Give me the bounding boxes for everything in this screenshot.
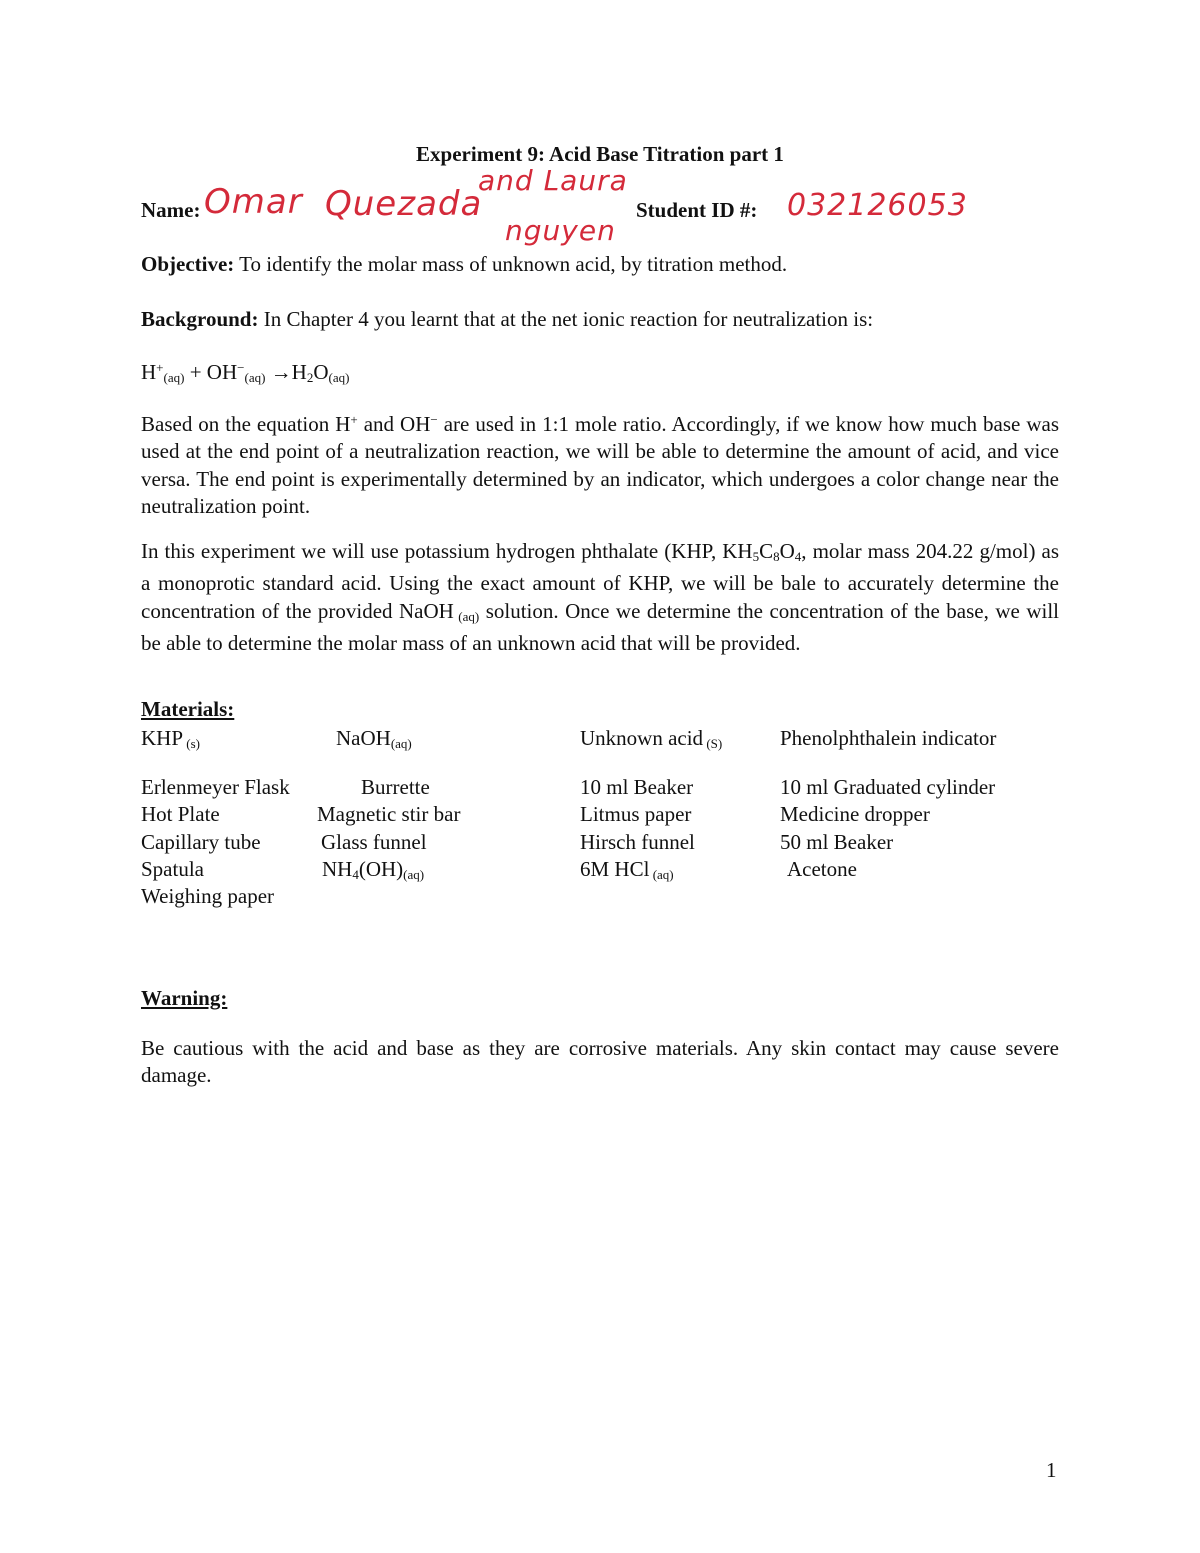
objective-label: Objective:	[141, 252, 235, 276]
material-10ml-beaker: 10 ml Beaker	[580, 775, 694, 799]
handwritten-partner-line1: and Laura	[478, 164, 628, 197]
material-ammonium-hydroxide	[322, 857, 424, 883]
material-nh-sub: 4	[352, 867, 359, 882]
material-medicine-dropper: Medicine dropper	[780, 802, 930, 826]
material-khp-label: KHP	[141, 726, 184, 750]
material-capillary-tube: Capillary tube	[141, 830, 261, 854]
material-hcl-label: 6M HCl	[580, 857, 650, 881]
para2-sub-4: 4	[794, 549, 802, 564]
background-paragraph-2	[141, 538, 1059, 657]
material-naoh	[336, 726, 412, 752]
para2-sub-aq: (aq)	[453, 608, 480, 624]
material-spatula: Spatula	[141, 857, 204, 881]
eq-minus-sup: −	[237, 360, 245, 375]
material-naoh-state: (aq)	[390, 736, 412, 751]
warning-text: Be cautious with the acid and base as they are corrosive materials. Any skin contact may cause severe damage.	[141, 1036, 1059, 1088]
para1-sup-plus: +	[350, 412, 358, 427]
material-unknown-acid-state: (S)	[703, 736, 723, 751]
material-unknown-acid-label: Unknown acid	[580, 726, 704, 750]
eq-o: O	[313, 360, 329, 384]
material-magnetic-stir-bar: Magnetic stir bar	[317, 802, 461, 826]
material-6m-hcl	[580, 857, 674, 883]
eq-aq2: (aq)	[244, 370, 266, 385]
eq-oh: + OH	[184, 360, 238, 384]
name-label: Name:	[141, 198, 201, 222]
para2-part-c: O	[779, 539, 795, 563]
page-number: 1	[1046, 1458, 1057, 1482]
para1-part-a: Based on the equation H	[141, 412, 351, 436]
material-naoh-label: NaOH	[336, 726, 391, 750]
background-label: Background:	[141, 307, 259, 331]
eq-aq1: (aq)	[163, 370, 185, 385]
eq-h: H	[141, 360, 157, 384]
material-phenolphthalein: Phenolphthalein indicator	[780, 726, 997, 750]
material-hot-plate: Hot Plate	[141, 802, 220, 826]
material-nh4oh-state: (aq)	[403, 867, 425, 882]
material-nh-label: NH	[322, 857, 353, 881]
eq-arrow-h: →H	[265, 360, 307, 384]
objective-text: To identify the molar mass of unknown acid, by titration method.	[234, 252, 788, 276]
warning-heading: Warning:	[141, 986, 228, 1010]
material-unknown-acid	[580, 726, 722, 752]
handwritten-last-name: Quezada	[325, 184, 483, 224]
material-khp-state: (s)	[183, 736, 200, 751]
para1-sup-minus: −	[430, 412, 438, 427]
para2-sub-8: 8	[773, 549, 780, 564]
para1-part-c: are used in 1:1 mole ratio. Accordingly, if we know how much base was used at the end point of a neutralization reaction, we will be able to determine the amount of acid, and vice versa. The end point is experimentally determined by an indicator, which undergoes a color change near the neutralization point.	[141, 412, 1060, 518]
background-intro	[141, 307, 873, 332]
handwritten-student-id: 032126053	[787, 188, 968, 223]
material-acetone: Acetone	[787, 857, 857, 881]
material-weighing-paper: Weighing paper	[141, 884, 275, 908]
eq-aq3: (aq)	[328, 370, 350, 385]
background-text: In Chapter 4 you learnt that at the net ionic reaction for neutralization is:	[258, 307, 874, 331]
page-title: Experiment 9: Acid Base Titration part 1	[416, 142, 784, 166]
material-khp	[141, 726, 200, 752]
material-hcl-state: (aq)	[649, 867, 674, 882]
para2-part-d: , molar mass 204.22 g/mol) as a monoprotic standard acid. Using the exact amount of KHP, we will be bale to accurately determine the concentration of the provided NaOH	[141, 539, 1059, 623]
materials-heading: Materials:	[141, 697, 235, 721]
para2-part-e: solution. Once we determine the concentration of the base, we will be able to determine the molar mass of an unknown acid that will be provided.	[141, 598, 1059, 655]
para2-sub-5: 5	[752, 549, 760, 564]
material-hirsch-funnel: Hirsch funnel	[580, 830, 695, 854]
para2-part-a: In this experiment we will use potassium hydrogen phthalate (KHP, KH	[141, 539, 753, 563]
background-paragraph-1	[141, 406, 1059, 520]
handwritten-partner-line2: nguyen	[505, 214, 616, 247]
material-burrette: Burrette	[361, 775, 430, 799]
material-50ml-beaker: 50 ml Beaker	[780, 830, 894, 854]
student-id-label: Student ID #:	[636, 198, 758, 222]
eq-two: 2	[306, 370, 314, 385]
neutralization-equation	[141, 360, 349, 386]
material-erlenmeyer-flask: Erlenmeyer Flask	[141, 775, 290, 799]
material-oh-label: (OH)	[358, 857, 404, 881]
para1-part-b: and OH	[357, 412, 431, 436]
material-glass-funnel: Glass funnel	[321, 830, 427, 854]
material-graduated-cylinder: 10 ml Graduated cylinder	[780, 775, 996, 799]
handwritten-first-name: Omar	[204, 182, 303, 222]
para2-part-b: C	[759, 539, 774, 563]
eq-plus-sup: +	[156, 360, 164, 375]
objective	[141, 252, 787, 277]
material-litmus-paper: Litmus paper	[580, 802, 692, 826]
